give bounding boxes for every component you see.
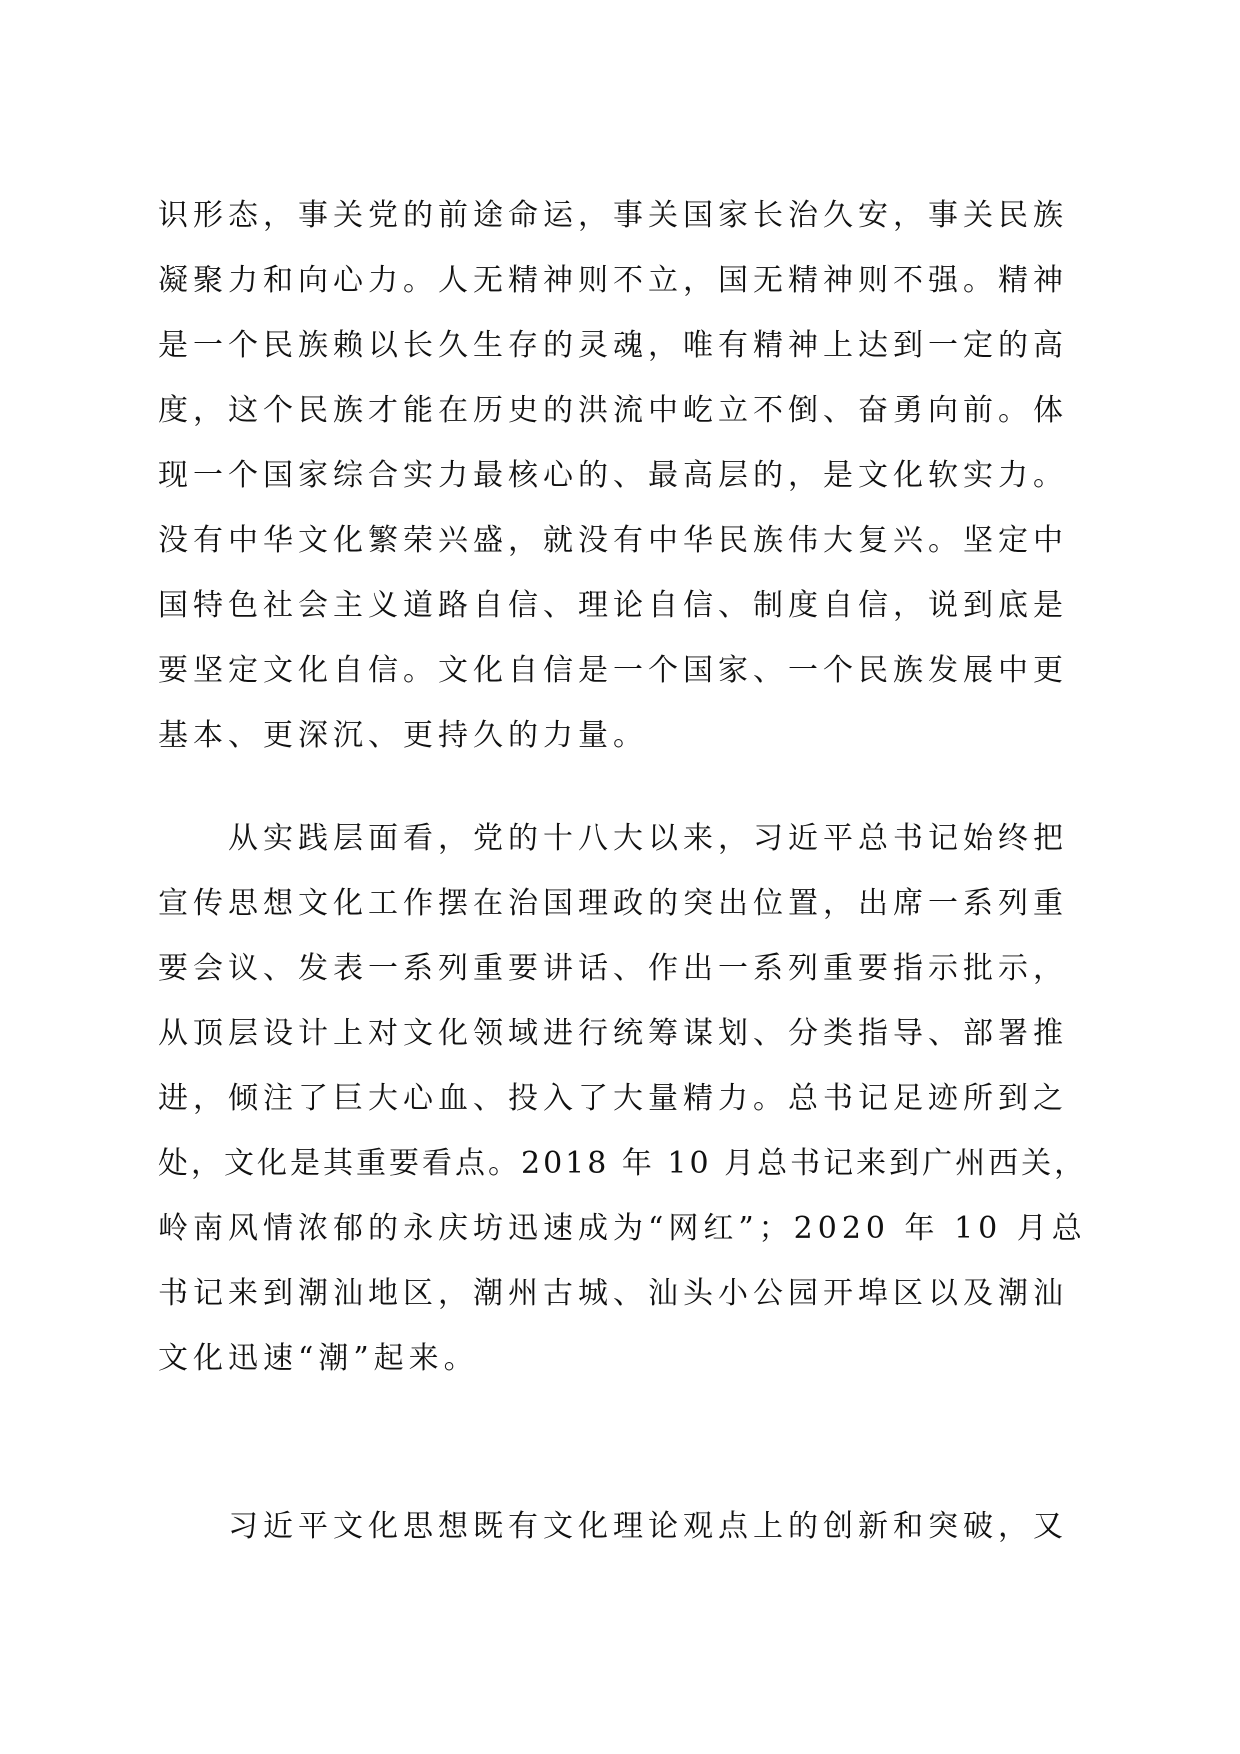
text-line: 是一个民族赖以长久生存的灵魂，唯有精神上达到一定的高 [158, 328, 1068, 363]
text-line: 进，倾注了巨大心血、投入了大量精力。总书记足迹所到之 [158, 1081, 1068, 1116]
text-line: 要会议、发表一系列重要讲话、作出一系列重要指示批示， [158, 951, 1068, 986]
text-line: 要坚定文化自信。文化自信是一个国家、一个民族发展中更 [158, 653, 1068, 688]
text-line: 习近平文化思想既有文化理论观点上的创新和突破，又 [228, 1509, 1068, 1544]
text-line: 度，这个民族才能在历史的洪流中屹立不倒、奋勇向前。体 [158, 393, 1068, 428]
text-line: 文化迅速“潮”起来。 [158, 1341, 479, 1376]
text-line: 书记来到潮汕地区，潮州古城、汕头小公园开埠区以及潮汕 [158, 1276, 1068, 1311]
text-line: 凝聚力和向心力。人无精神则不立，国无精神则不强。精神 [158, 263, 1068, 298]
text-line: 处，文化是其重要看点。2018 年 10 月总书记来到广州西关， [158, 1146, 1088, 1181]
text-line: 识形态，事关党的前途命运，事关国家长治久安，事关民族 [158, 198, 1068, 233]
paragraph-1 [158, 183, 1088, 768]
text-line: 现一个国家综合实力最核心的、最高层的，是文化软实力。 [158, 458, 1068, 493]
text-line: 从顶层设计上对文化领域进行统筹谋划、分类指导、部署推 [158, 1016, 1068, 1051]
text-line: 国特色社会主义道路自信、理论自信、制度自信，说到底是 [158, 588, 1068, 623]
paragraph-2 [158, 806, 1088, 1391]
paragraph-3 [158, 1494, 1088, 1559]
text-line: 没有中华文化繁荣兴盛，就没有中华民族伟大复兴。坚定中 [158, 523, 1068, 558]
text-line: 宣传思想文化工作摆在治国理政的突出位置，出席一系列重 [158, 886, 1068, 921]
text-line: 基本、更深沉、更持久的力量。 [158, 718, 648, 753]
text-line: 从实践层面看，党的十八大以来，习近平总书记始终把 [228, 821, 1068, 856]
text-line: 岭南风情浓郁的永庆坊迅速成为“网红”；2020 年 10 月总 [158, 1211, 1087, 1246]
